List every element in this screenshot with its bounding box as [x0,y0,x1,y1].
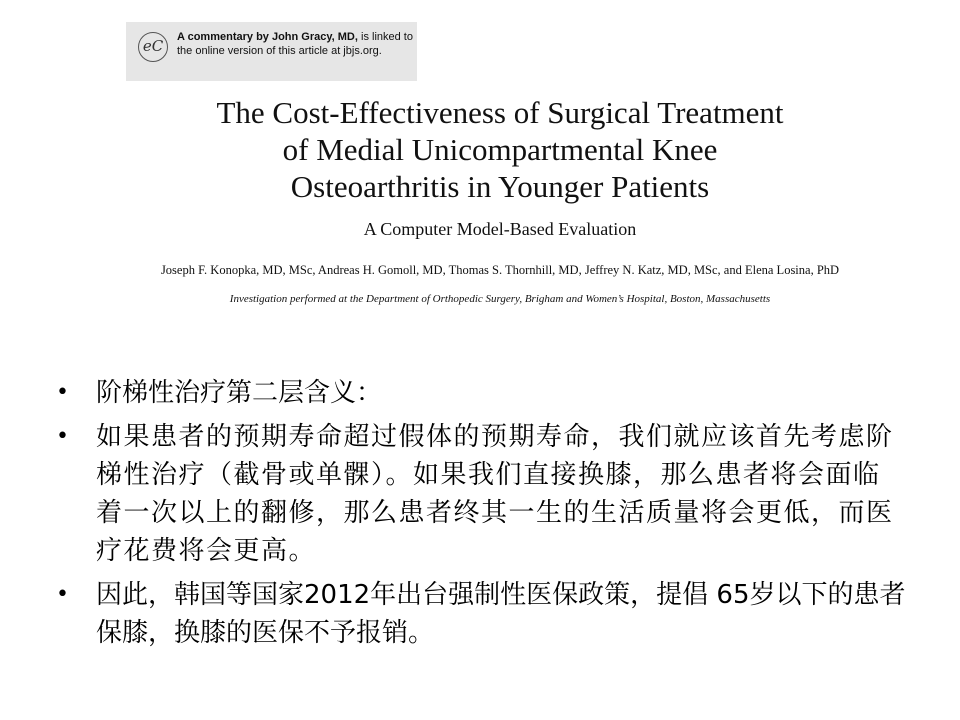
bullet-text: 因此，韩国等国家2012年出台强制性医保政策，提倡 65岁以下的患者保膝，换膝的医保不予报销。 [96,580,906,648]
commentary-box [126,22,417,81]
title-line: Osteoarthritis in Younger Patients [290,169,710,204]
title-line: The Cost-Effectiveness of Surgical Treatment [216,95,784,130]
commentary-rest: is linked to the online version of this article at jbjs.org. [177,31,413,57]
commentary-note [177,30,413,58]
bullet-list [56,374,906,658]
investigation-note: Investigation performed at the Department of Orthopedic Surgery, Brigham and Women’s Hospital, Boston, Massachusetts [229,293,771,305]
bullet-text: 如果患者的预期寿命超过假体的预期寿命，我们就应该首先考虑阶梯性治疗（截骨或单髁）。如果我们直接换膝，那么患者将会面临着一次以上的翻修，那么患者终其一生的生活质量将会更低，而医疗花费将会更高。 [96,422,894,566]
list-item [56,576,906,652]
commentary-author: A commentary by John Gracy, MD, [177,31,358,43]
title-line: of Medial Unicompartmental Knee [282,132,718,167]
article-subtitle: A Computer Model-Based Evaluation [363,219,637,239]
article-title [100,94,900,205]
bullet-text: 阶梯性治疗第二层含义： [96,378,383,408]
bullet-icon: • [56,424,69,449]
article-authors: Joseph F. Konopka, MD, MSc, Andreas H. Gomoll, MD, Thomas S. Thornhill, MD, Jeffrey N. Katz, MD, MSc, and Elena Losina, PhD [160,263,840,277]
bullet-icon: • [56,582,69,607]
ec-logo-icon: eC [138,32,168,62]
bullet-icon: • [56,380,69,405]
list-item [56,374,906,412]
list-item [56,418,906,570]
